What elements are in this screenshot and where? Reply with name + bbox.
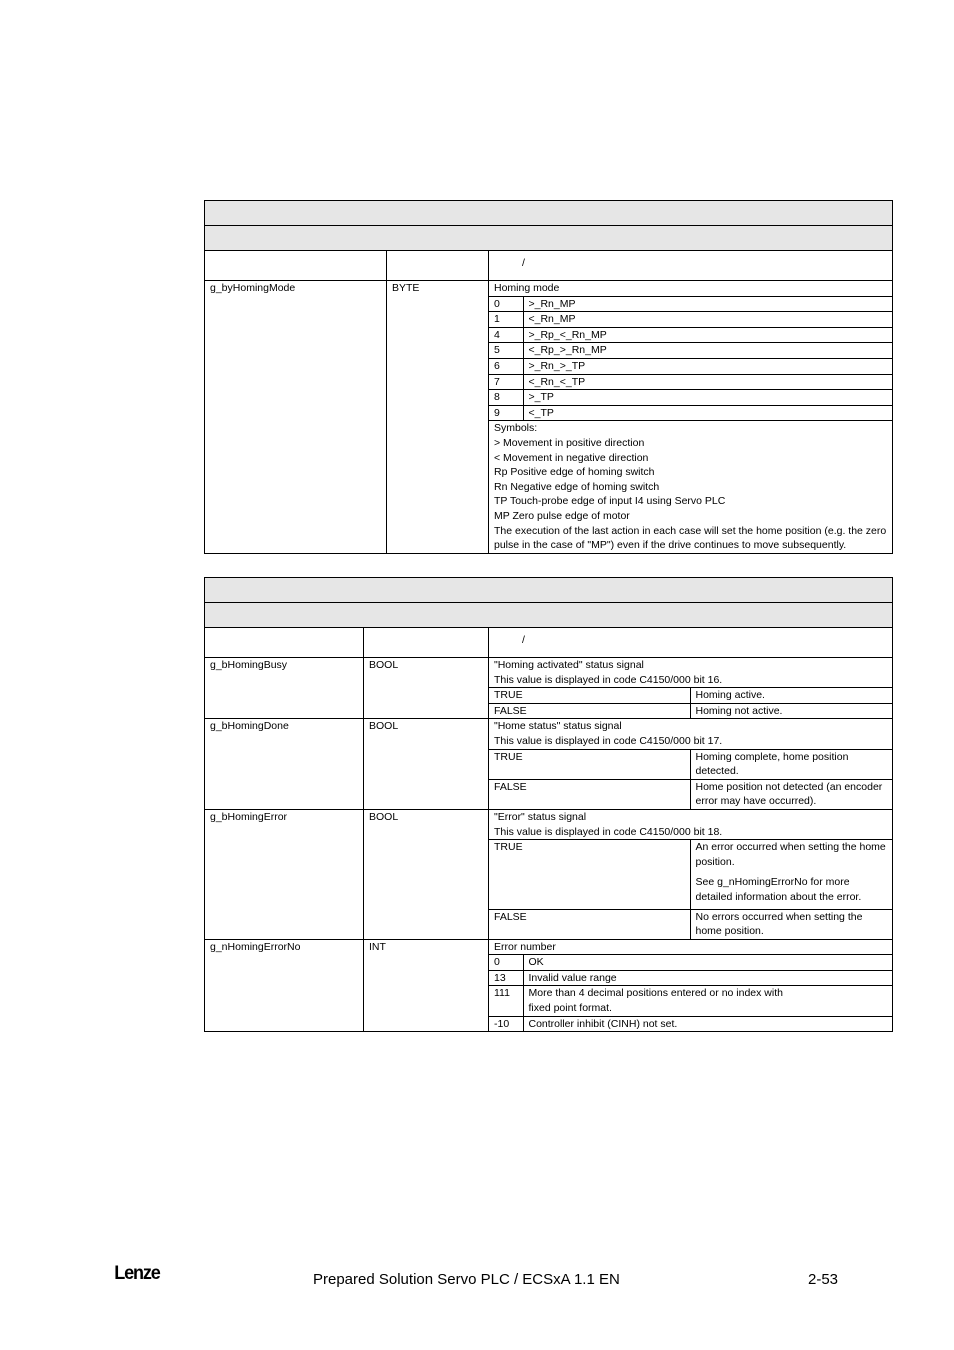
- table-row: 1 <_Rn_MP: [489, 312, 892, 328]
- table-row: [205, 939, 893, 1032]
- footer-title: Prepared Solution Servo PLC / ECSxA 1.1 EN: [313, 1271, 620, 1288]
- table-row: 4 >_Rp_<_Rn_MP: [489, 327, 892, 343]
- description-title: Error number: [489, 940, 892, 955]
- table-row: 8 >_TP: [489, 390, 892, 406]
- table-row: 7 <_Rn_<_TP: [489, 374, 892, 390]
- header-description: [489, 628, 893, 658]
- header-variable: [205, 628, 364, 658]
- homing-mode-list: [489, 281, 892, 553]
- table-row: [205, 809, 893, 939]
- variable-name: g_bHomingError: [205, 809, 364, 939]
- header-type: [364, 628, 489, 658]
- header-variable: [205, 251, 387, 281]
- table-subtitle-band: [205, 226, 893, 251]
- description-title: "Homing activated" status signal: [494, 659, 644, 671]
- symbols-legend: Symbols: > Movement in positive direction < Movement in negative direction Rp Positive edge of homing switch Rn Negative edge of homing switch TP Touch-probe edge of input I4 using Servo PLC MP Zero pulse edge of motor The execution of the last action in each case will set the home position (e.g. the zero pulse in the case of "MP") even if the drive continues to move subsequently.: [494, 422, 887, 552]
- table-row: 0 >_Rn_MP: [489, 296, 892, 312]
- variable-description: "Homing activated" status signal This value is displayed in code C4150/000 bit 16. TRUE Homing active. FALSE Homing not active.: [489, 658, 893, 719]
- description-title: "Error" status signal: [494, 810, 587, 823]
- header-description: [489, 251, 893, 281]
- variable-description: "Error" status signal This value is displayed in code C4150/000 bit 18. TRUE An error occurred when setting the home position. See g_nHomingErrorNo for more detailed information about the error. FALSE No errors occurred when setting the home position.: [489, 809, 893, 939]
- variable-name: g_bHomingDone: [205, 719, 364, 810]
- variable-description: [489, 939, 893, 1032]
- table-row: 6 >_Rn_>_TP: [489, 358, 892, 374]
- homing-status-table: [204, 577, 893, 1032]
- table-title-band: [205, 201, 893, 226]
- table-row: [205, 658, 893, 719]
- description-sub: This value is displayed in code C4150/000 bit 18.: [494, 825, 723, 838]
- description-sub: This value is displayed in code C4150/000 bit 17.: [494, 734, 723, 747]
- variable-type: BOOL: [364, 719, 489, 810]
- variable-type: BOOL: [364, 658, 489, 719]
- header-separator: /: [522, 634, 525, 646]
- table-subtitle-band: [205, 603, 893, 628]
- homing-mode-table: [204, 200, 893, 554]
- description-title: "Home status" status signal: [494, 720, 622, 733]
- variable-description: "Home status" status signal This value is displayed in code C4150/000 bit 17. TRUE Homing complete, home position detected. FALSE Home position not detected (an encoder error may have occurred).: [489, 719, 893, 810]
- variable-name: g_byHomingMode: [205, 281, 387, 554]
- variable-type: BOOL: [364, 809, 489, 939]
- page-number: 2-53: [808, 1271, 839, 1288]
- lenze-logo: Lenze: [114, 1263, 160, 1284]
- variable-type: INT: [364, 939, 489, 1032]
- description-title: Homing mode: [489, 281, 892, 296]
- header-type: [387, 251, 489, 281]
- variable-description: [489, 281, 893, 554]
- variable-name: g_bHomingBusy: [205, 658, 364, 719]
- table-row: [205, 719, 893, 810]
- table-row: 9 <_TP: [489, 405, 892, 421]
- description-sub: This value is displayed in code C4150/000 bit 16.: [494, 673, 723, 686]
- header-separator: /: [522, 257, 525, 269]
- variable-type: BYTE: [387, 281, 489, 554]
- table-row: 5 <_Rp_>_Rn_MP: [489, 343, 892, 359]
- error-code-list: Error number 0 OK 13 Invalid value range 111 More than 4 decimal positions entered or no index with fixed point format. -10 Controller inhibit (CINH) not set.: [489, 940, 892, 1032]
- variable-name: g_nHomingErrorNo: [205, 939, 364, 1032]
- table-title-band: [205, 578, 893, 603]
